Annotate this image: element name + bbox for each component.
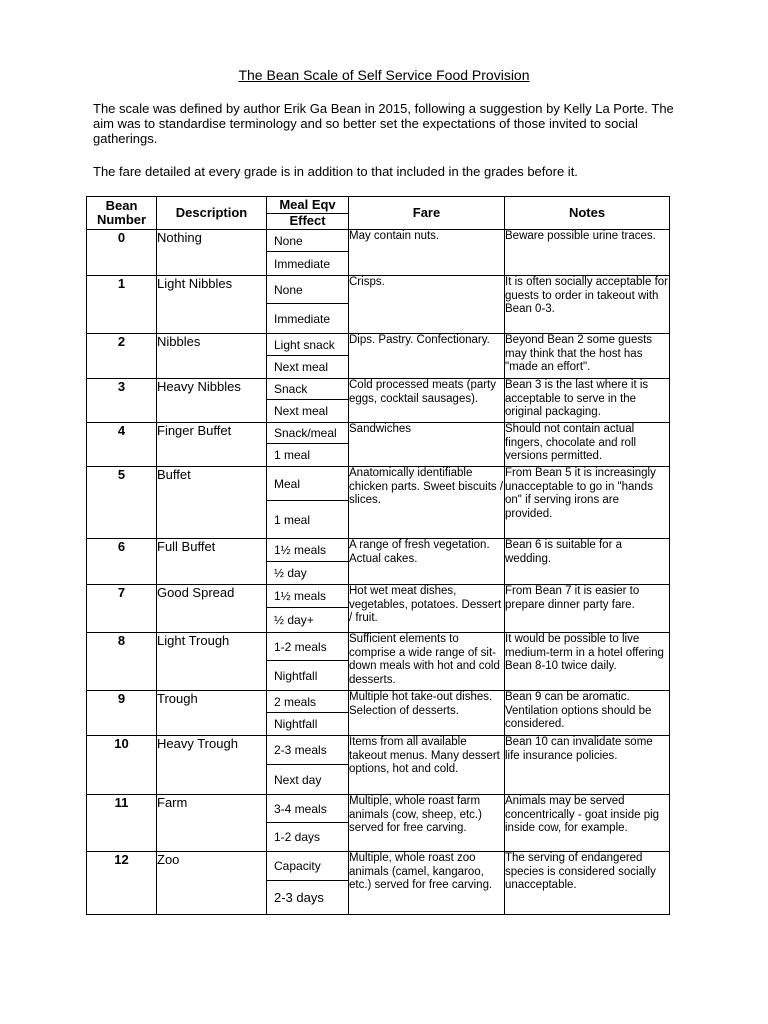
bean-number-cell: 1 <box>87 276 157 334</box>
bean-number-cell: 8 <box>87 633 157 691</box>
notes-cell: Bean 10 can invalidate some life insurance policies. <box>505 736 670 795</box>
effect-value: ½ day+ <box>274 613 314 627</box>
table-header-row <box>87 197 670 230</box>
meal-eqv-cell <box>267 467 349 539</box>
meal-eqv-value: Snack <box>267 379 348 400</box>
effect-value: Nightfall <box>274 668 318 683</box>
effect-value: 2-3 days <box>274 890 324 905</box>
header-description: Description <box>157 197 267 230</box>
table-row <box>87 334 670 379</box>
description-cell: Farm <box>157 795 267 852</box>
notes-cell: Bean 3 is the last where it is acceptable to serve in the original packaging. <box>505 379 670 423</box>
description-cell: Light Trough <box>157 633 267 691</box>
notes-cell: Should not contain actual fingers, chocolate and roll versions permitted. <box>505 423 670 467</box>
bean-number-cell: 12 <box>87 852 157 915</box>
table-row <box>87 539 670 585</box>
table-row <box>87 230 670 276</box>
notes-cell: It is often socially acceptable for guests to order in takeout with Bean 0-3. <box>505 276 670 334</box>
table-row <box>87 736 670 795</box>
effect-value: 1-2 days <box>274 830 321 844</box>
description-cell: Light Nibbles <box>157 276 267 334</box>
table-row <box>87 795 670 852</box>
meal-eqv-value: 1½ meals <box>267 585 348 608</box>
meal-eqv-cell <box>267 585 349 633</box>
fare-cell: Multiple, whole roast zoo animals (camel, kangaroo, etc.) served for free carving. <box>349 852 505 915</box>
bean-number-cell: 2 <box>87 334 157 379</box>
description-cell: Nibbles <box>157 334 267 379</box>
effect-value: 1 meal <box>274 448 311 462</box>
note-paragraph: The fare detailed at every grade is in addition to that included in the grades before it. <box>93 164 578 179</box>
meal-eqv-value: Light snack <box>267 334 348 356</box>
meal-eqv-value: 1½ meals <box>267 539 348 562</box>
bean-number-cell: 10 <box>87 736 157 795</box>
effect-value: 1 meal <box>274 512 311 527</box>
effect-value: Immediate <box>274 256 331 271</box>
meal-eqv-value: 3-4 meals <box>267 795 348 823</box>
fare-cell: A range of fresh vegetation. Actual cakes. <box>349 539 505 585</box>
bean-number-cell: 4 <box>87 423 157 467</box>
description-cell: Full Buffet <box>157 539 267 585</box>
notes-cell: Animals may be served concentrically - goat inside pig inside cow, for example. <box>505 795 670 852</box>
meal-eqv-value: Capacity <box>267 852 348 881</box>
effect-value: Nightfall <box>274 717 318 731</box>
fare-cell: Dips. Pastry. Confectionary. <box>349 334 505 379</box>
effect-value: Next meal <box>274 404 329 418</box>
bean-number-cell: 7 <box>87 585 157 633</box>
bean-number-cell: 11 <box>87 795 157 852</box>
effect-value: Next day <box>274 772 322 787</box>
bean-scale-table <box>86 196 670 915</box>
intro-paragraph: The scale was defined by author Erik Ga Bean in 2015, following a suggestion by Kelly La Porte. The aim was to standardise terminology and so better set the expectations of those invited to social gatherings. <box>93 101 674 146</box>
header-notes: Notes <box>505 197 670 230</box>
description-cell: Zoo <box>157 852 267 915</box>
notes-cell: Beyond Bean 2 some guests may think that the host has "made an effort". <box>505 334 670 379</box>
meal-eqv-value: 2 meals <box>267 691 348 713</box>
table-row <box>87 423 670 467</box>
effect-value: ½ day <box>274 566 307 580</box>
description-cell: Good Spread <box>157 585 267 633</box>
effect-value: Next meal <box>274 360 329 374</box>
table-row <box>87 585 670 633</box>
table-row <box>87 379 670 423</box>
meal-eqv-cell <box>267 633 349 691</box>
bean-number-cell: 6 <box>87 539 157 585</box>
description-cell: Nothing <box>157 230 267 276</box>
fare-cell: Sufficient elements to comprise a wide range of sit-down meals with hot and cold desserts. <box>349 633 505 691</box>
header-effect-label: Effect <box>289 212 326 228</box>
notes-cell: Beware possible urine traces. <box>505 230 670 276</box>
notes-cell: From Bean 7 it is easier to prepare dinner party fare. <box>505 585 670 633</box>
fare-cell: Items from all available takeout menus. Many dessert options, hot and cold. <box>349 736 505 795</box>
bean-number-cell: 5 <box>87 467 157 539</box>
description-cell: Heavy Trough <box>157 736 267 795</box>
meal-eqv-value: 1-2 meals <box>267 633 348 661</box>
meal-eqv-cell <box>267 423 349 467</box>
header-meal-eqv <box>267 197 349 230</box>
meal-eqv-cell <box>267 539 349 585</box>
table-row <box>87 691 670 736</box>
header-meal-eqv-label: Meal Eqv <box>267 198 348 214</box>
notes-cell: The serving of endangered species is considered socially unacceptable. <box>505 852 670 915</box>
notes-cell: It would be possible to live medium-term in a hotel offering Bean 8-10 twice daily. <box>505 633 670 691</box>
fare-cell: Sandwiches <box>349 423 505 467</box>
notes-cell: From Bean 5 it is increasingly unacceptable to go in "hands on" if serving irons are provided. <box>505 467 670 539</box>
meal-eqv-value: Snack/meal <box>267 423 348 444</box>
meal-eqv-value: 2-3 meals <box>267 736 348 765</box>
description-cell: Trough <box>157 691 267 736</box>
description-cell: Buffet <box>157 467 267 539</box>
fare-cell: Multiple, whole roast farm animals (cow, sheep, etc.) served for free carving. <box>349 795 505 852</box>
fare-cell: Anatomically identifiable chicken parts. Sweet biscuits / slices. <box>349 467 505 539</box>
notes-cell: Bean 9 can be aromatic. Ventilation options should be considered. <box>505 691 670 736</box>
effect-value: Immediate <box>274 311 331 326</box>
table-row <box>87 467 670 539</box>
notes-cell: Bean 6 is suitable for a wedding. <box>505 539 670 585</box>
fare-cell: Hot wet meat dishes, vegetables, potatoes. Dessert / fruit. <box>349 585 505 633</box>
meal-eqv-cell <box>267 691 349 736</box>
document-title: The Bean Scale of Self Service Food Provision <box>238 67 530 83</box>
description-cell: Finger Buffet <box>157 423 267 467</box>
meal-eqv-cell <box>267 736 349 795</box>
bean-number-cell: 0 <box>87 230 157 276</box>
description-cell: Heavy Nibbles <box>157 379 267 423</box>
header-bean-number: Bean Number <box>87 197 157 230</box>
table-row <box>87 633 670 691</box>
bean-number-cell: 9 <box>87 691 157 736</box>
fare-cell: Crisps. <box>349 276 505 334</box>
meal-eqv-value: None <box>267 276 348 304</box>
header-fare: Fare <box>349 197 505 230</box>
fare-cell: Cold processed meats (party eggs, cocktail sausages). <box>349 379 505 423</box>
meal-eqv-cell <box>267 379 349 423</box>
meal-eqv-cell <box>267 230 349 276</box>
meal-eqv-cell <box>267 795 349 852</box>
fare-cell: May contain nuts. <box>349 230 505 276</box>
fare-cell: Multiple hot take-out dishes. Selection of desserts. <box>349 691 505 736</box>
meal-eqv-cell <box>267 852 349 915</box>
table-row <box>87 852 670 915</box>
meal-eqv-cell <box>267 334 349 379</box>
meal-eqv-value: Meal <box>267 467 348 501</box>
meal-eqv-value: None <box>267 230 348 252</box>
meal-eqv-cell <box>267 276 349 334</box>
table-row <box>87 276 670 334</box>
bean-number-cell: 3 <box>87 379 157 423</box>
